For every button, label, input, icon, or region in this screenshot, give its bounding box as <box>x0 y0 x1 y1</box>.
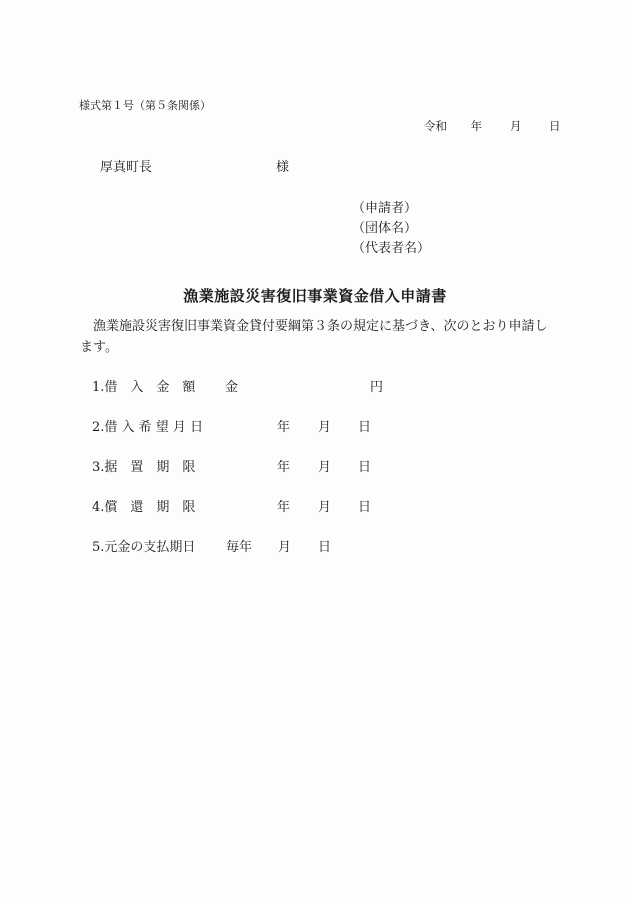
addressee: 厚真町長 <box>100 160 153 175</box>
form-number: 様式第１号（第５条関係） <box>79 99 211 112</box>
item-label: 3.据 置 期 限 <box>92 460 196 475</box>
item-label: 4.償 還 期 限 <box>92 500 196 515</box>
era-label: 令和 <box>424 119 447 133</box>
every-year-label: 毎年 <box>226 540 253 555</box>
item-label: 2.借 入 希 望 月 日 <box>92 420 204 435</box>
applicant-label: （申請者） <box>352 201 418 216</box>
day-label: 日 <box>358 460 372 475</box>
month-label: 月 <box>318 420 332 435</box>
date-line <box>424 118 560 134</box>
day-label: 日 <box>318 540 332 555</box>
day-label: 日 <box>358 500 372 515</box>
item-row <box>0 376 630 396</box>
year-label: 年 <box>277 500 291 515</box>
body-text: 漁業施設災害復旧事業資金貸付要綱第３条の規定に基づき、次のとおり申請します。 <box>80 319 548 355</box>
item-row <box>0 456 630 476</box>
day-label: 日 <box>358 420 372 435</box>
representative-label: （代表者名） <box>352 241 431 256</box>
item-row <box>0 496 630 516</box>
month-label: 月 <box>318 500 332 515</box>
item-row <box>0 416 630 436</box>
group-name-label: （団体名） <box>352 221 418 236</box>
honorific: 様 <box>276 160 290 175</box>
item-label: 1.借 入 金 額 <box>92 380 196 395</box>
year-label: 年 <box>277 460 291 475</box>
item-label: 5.元金の支払期日 <box>92 540 196 555</box>
document-title: 漁業施設災害復旧事業資金借入申請書 <box>183 287 447 305</box>
amount-prefix: 金 <box>225 380 239 395</box>
month-label: 月 <box>278 540 292 555</box>
year-label: 年 <box>277 420 291 435</box>
amount-unit: 円 <box>370 380 384 395</box>
item-row <box>0 536 630 556</box>
year-label: 年 <box>470 119 483 133</box>
month-label: 月 <box>509 119 522 133</box>
day-label: 日 <box>548 119 561 133</box>
month-label: 月 <box>318 460 332 475</box>
